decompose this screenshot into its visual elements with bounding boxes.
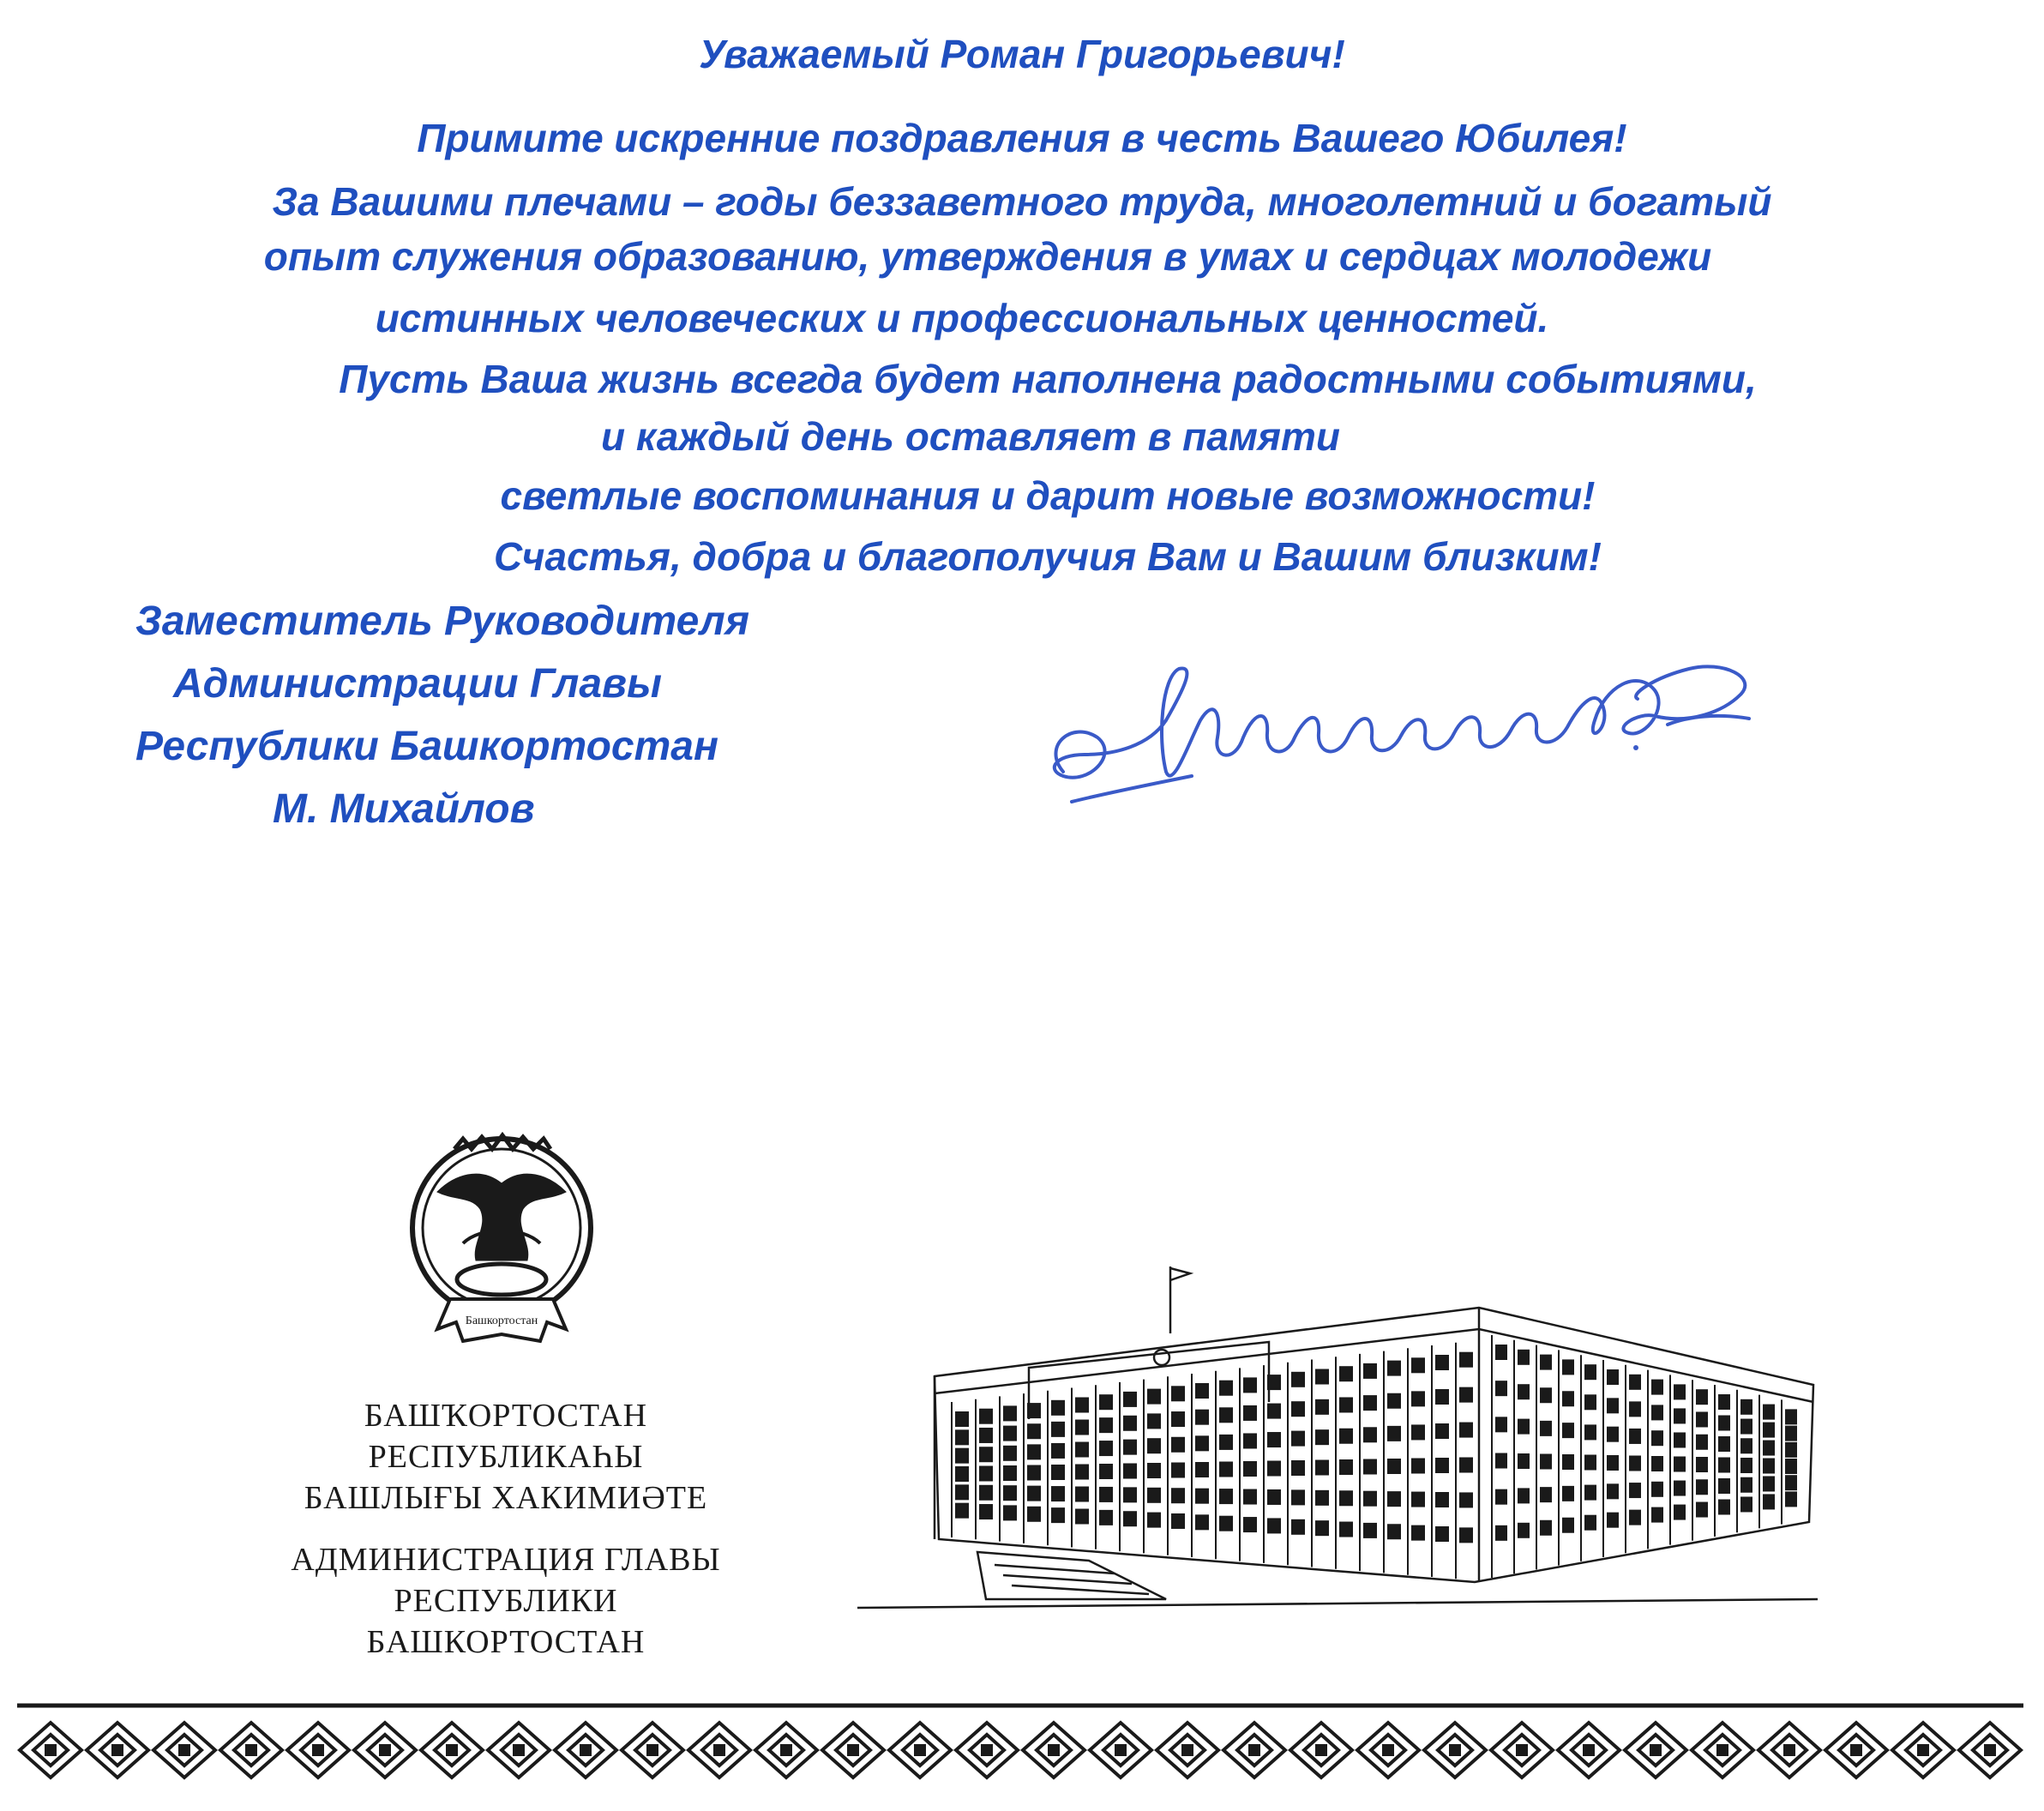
letter-greeting: Уважаемый Роман Григорьевич! xyxy=(699,32,1345,76)
letterhead-bashkir xyxy=(223,1395,789,1519)
signatory-title-line: Республики Башкортостан xyxy=(135,724,718,769)
letter-line: Счастья, добра и благополучия Вам и Вашим близким! xyxy=(494,534,1602,579)
letter-line: За Вашими плечами – годы беззаветного труда, многолетний и богатый xyxy=(272,179,1772,224)
letterhead-line: БАШЛЫҒЫ ХАКИМИӘТЕ xyxy=(304,1480,708,1516)
letter-line: опыт служения образованию, утверждения в умах и сердцах молодежи xyxy=(263,234,1712,279)
signatory-title-line: Заместитель Руководителя xyxy=(135,599,749,644)
government-building-illustration xyxy=(857,1256,1835,1625)
letterhead-russian xyxy=(223,1539,789,1663)
letter-line: Примите искренние поздравления в честь Вашего Юбилея! xyxy=(417,116,1627,160)
handwritten-signature xyxy=(1037,617,1826,840)
letterhead-line: РЕСПУБЛИКИ xyxy=(394,1583,618,1619)
signatory-name: М. Михайлов xyxy=(273,786,535,832)
letterhead-line: БАШКОРТОСТАН xyxy=(366,1624,646,1660)
letter-line: Пусть Ваша жизнь всегда будет наполнена радостными событиями, xyxy=(339,357,1757,401)
letter-line: светлые воспоминания и дарит новые возможности! xyxy=(500,473,1596,518)
letterhead-line: РЕСПУБЛИКАҺЫ xyxy=(368,1439,644,1475)
letter-line: и каждый день оставляет в памяти xyxy=(601,414,1340,459)
signatory-title-line: Администрации Главы xyxy=(173,661,663,707)
emblem-ribbon-text: Башкортостан xyxy=(465,1315,538,1327)
letterhead-line: БАШҠОРТОСТАН xyxy=(364,1398,648,1434)
letter-line: истинных человеческих и профессиональных ценностей. xyxy=(375,296,1549,340)
ornamental-border xyxy=(17,1702,2023,1788)
bashkortostan-emblem-icon xyxy=(403,1132,609,1363)
letterhead-line: АДМИНИСТРАЦИЯ ГЛАВЫ xyxy=(291,1542,721,1578)
